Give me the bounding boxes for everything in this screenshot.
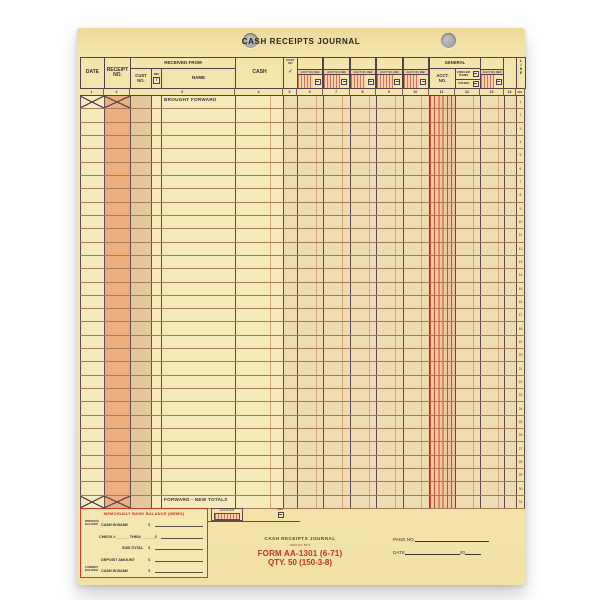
journal-row [80, 469, 525, 482]
line-letter: N [519, 66, 523, 71]
header-acct-no-ref [403, 57, 429, 89]
journal-row [80, 109, 525, 122]
memo-blank-line [155, 557, 203, 562]
acct-no-hatched-cell [404, 75, 419, 88]
line-number: 8 [519, 193, 522, 198]
header-received-from: RECEIVED FROM [130, 57, 236, 69]
acct-no-ref-microtext: ACCT NO. REF [298, 69, 322, 75]
acct-no-hatched-cell [298, 75, 313, 88]
header-cash: CASH [235, 57, 284, 89]
journal-row [80, 203, 525, 216]
journal-row [80, 456, 525, 469]
ref-checkbox-slot [471, 81, 480, 87]
acct-entry-area [377, 75, 401, 88]
line-number: 16 [518, 299, 523, 304]
acct-entry-area [404, 75, 428, 88]
journal-row [80, 189, 525, 202]
ref-checkbox-slot [393, 79, 402, 85]
ref-checkbox-icon [315, 79, 321, 85]
account-ref-strip [208, 508, 300, 522]
column-number: 7 [323, 88, 349, 96]
line-number: 4 [519, 140, 522, 145]
column-number: 5 [283, 88, 297, 96]
ref-checkbox-slot [419, 79, 428, 85]
header-circled-items-other [455, 68, 481, 89]
memo-row [81, 562, 207, 573]
header-general-acct-no: ACCT. NO. [429, 68, 456, 89]
journal-row [80, 136, 525, 149]
crossed-out-date-cell [80, 96, 104, 108]
memo-label: CHECK # ______ THRU: ______ [99, 533, 155, 539]
memo-row [81, 550, 207, 561]
memo-blank-line [155, 545, 203, 550]
journal-row [80, 429, 525, 442]
column-number: 4 [235, 88, 283, 96]
journal-row [80, 163, 525, 176]
column-number: 3 [130, 88, 235, 96]
other-label: OTHER [458, 81, 469, 86]
currency-symbol: $ [154, 533, 157, 539]
acct-no-hatched-cell [377, 75, 392, 88]
line-number: 27 [518, 446, 523, 451]
ref-checkbox-slot [494, 79, 503, 85]
ref-t-checkbox: T [153, 77, 160, 84]
footer-form-no: FORM AA-1301 (6-71) [257, 549, 343, 558]
journal-row [80, 176, 525, 189]
line-number: 5 [519, 153, 522, 158]
line-number: 24 [518, 406, 523, 411]
date-field [393, 549, 481, 555]
header-acct-no-ref [376, 57, 402, 89]
line-number: 18 [518, 326, 523, 331]
line-number: 25 [518, 419, 523, 424]
journal-row [80, 362, 525, 375]
line-number: 6 [519, 166, 522, 171]
acct-no-ref-microtext: ACCT NO. REF [482, 69, 502, 74]
line-number: 11 [518, 233, 523, 238]
year-prefix: 20 [459, 550, 466, 555]
column-number: 8 [350, 88, 376, 96]
journal-row [80, 336, 525, 349]
line-letter: I [520, 62, 522, 67]
header-posted-label: POST ED [286, 58, 295, 66]
journal-row [80, 256, 525, 269]
line-letter: L [519, 59, 523, 63]
line-number: 28 [518, 459, 523, 464]
ref-checkbox-icon [473, 71, 479, 77]
account-label: ACCOUNT [219, 508, 235, 512]
line-number: 29 [518, 473, 523, 478]
memo-label: CASH IN BANK [101, 567, 129, 573]
currency-symbol: $ [148, 567, 151, 573]
header-acct-no-ref [297, 57, 323, 89]
account-box [211, 508, 243, 521]
journal-row [80, 389, 525, 402]
line-no-label: NO. [516, 88, 525, 96]
page-no-field [393, 536, 489, 542]
line-number: 1 [519, 100, 522, 105]
acct-no-ref-microtext: ACCT NO. REF [377, 69, 401, 75]
line-number: 3 [519, 126, 522, 131]
column-number: 10 [403, 88, 429, 96]
ref-label: REF [277, 507, 284, 511]
column-number: 11 [429, 88, 455, 96]
line-number: 9 [519, 206, 522, 211]
account-entry-cells [214, 513, 240, 520]
journal-row [80, 149, 525, 162]
header-name: NAME [161, 68, 236, 89]
forward-new-totals-label: FORWARD - NEW TOTALS [164, 496, 228, 502]
line-letter: E [519, 70, 523, 75]
acct-entry-area [351, 75, 375, 88]
memo-blank-line [155, 522, 203, 527]
line-number: 2 [519, 113, 522, 118]
ref-checkbox-slot [366, 79, 375, 85]
line-number: 12 [518, 246, 523, 251]
paper-form-sheet [77, 28, 525, 585]
line-number: 10 [518, 220, 523, 225]
crossed-out-receipt-cell [104, 96, 130, 108]
bank-balance-memo-box [80, 508, 208, 578]
line-number: 23 [518, 393, 523, 398]
crossed-out-date-cell [80, 496, 104, 508]
memo-title: MEMO/DAILY BANK BALANCE (MEMO) [103, 511, 185, 516]
acct-entry-area [481, 75, 503, 88]
column-number: 9 [376, 88, 402, 96]
date-blank-line [405, 549, 460, 555]
acct-entry-area [324, 75, 348, 88]
memo-small-label: CURRENT BALANCE [85, 566, 99, 572]
form-title: CASH RECEIPTS JOURNAL [241, 37, 361, 46]
other-cell [456, 79, 480, 89]
column-number: 13 [480, 88, 504, 96]
journal-row [80, 322, 525, 335]
footer-center [217, 536, 383, 567]
journal-row [80, 269, 525, 282]
journal-row [80, 243, 525, 256]
line-number: 22 [518, 379, 523, 384]
memo-blank-line [155, 568, 203, 573]
header-receipt-no: RECEIPT NO. [104, 57, 131, 89]
acct-no-ref-microtext: ACCT NO. REF [324, 69, 348, 75]
line-number: 21 [518, 366, 523, 371]
ref-checkbox-slot [340, 79, 349, 85]
crossed-out-receipt-cell [104, 496, 130, 508]
journal-row [80, 482, 525, 495]
journal-row [80, 296, 525, 309]
year-blank-line [465, 549, 481, 555]
header-general: GENERAL [429, 57, 481, 69]
journal-row [80, 496, 525, 509]
circled-items-cell [456, 69, 480, 79]
memo-blank-line [161, 534, 203, 539]
column-number: 6 [297, 88, 323, 96]
currency-symbol: $ [148, 556, 151, 562]
page-no-label: PAGE NO. [393, 537, 415, 542]
journal-row [80, 283, 525, 296]
memo-rows [81, 516, 207, 573]
ref-checkbox-icon [394, 79, 400, 85]
ref-checkbox-slot [313, 79, 322, 85]
journal-row [80, 442, 525, 455]
acct-no-ref-microtext: ACCT NO. REF [351, 69, 375, 75]
date-label: DATE [393, 550, 405, 555]
header-cust-no: CUST NO. [130, 68, 152, 89]
journal-row [80, 416, 525, 429]
circled-items-label: CIRCLED ITEMS [456, 69, 471, 77]
currency-symbol: $ [148, 522, 151, 528]
checkmark-icon: ✓ [287, 69, 294, 76]
journal-row [80, 376, 525, 389]
memo-row [81, 527, 207, 538]
memo-label: DEPOSIT AMOUNT [101, 556, 135, 562]
line-number: 20 [518, 353, 523, 358]
ref-checkbox-icon [420, 79, 426, 85]
column-number-row [77, 88, 525, 96]
ref-checkbox-icon [368, 79, 374, 85]
header-date: DATE [80, 57, 105, 89]
journal-row [80, 229, 525, 242]
ref-checkbox-icon [496, 79, 502, 85]
header-column-14 [503, 57, 517, 89]
brought-forward-label: BROUGHT FORWARD [164, 97, 217, 102]
ref-checkbox-icon [278, 512, 284, 518]
footer-journal-name: CASH RECEIPTS JOURNAL [264, 536, 336, 541]
header-acct-no-ref [323, 57, 349, 89]
acct-entry-area [298, 75, 322, 88]
column-number: 2 [104, 88, 130, 96]
header-posted [283, 57, 298, 89]
page-no-blank-line [415, 536, 489, 542]
ref-checkbox-slot [471, 71, 480, 77]
line-number: 31 [518, 499, 523, 504]
line-number: 19 [518, 339, 523, 344]
column-number: 1 [80, 88, 104, 96]
memo-label: SUB TOTAL [121, 545, 143, 551]
line-number: 7 [519, 180, 522, 185]
footer-item-no: ITEM NO. 8074 [289, 543, 311, 547]
line-number: 15 [518, 286, 523, 291]
header-line [516, 57, 526, 89]
journal-row [80, 402, 525, 415]
journal-row [80, 123, 525, 136]
line-number: 17 [518, 313, 523, 318]
memo-label: CASH IN BANK [101, 522, 129, 528]
memo-row [81, 539, 207, 550]
header-acct-no-ref [480, 57, 504, 89]
journal-row [80, 349, 525, 362]
header-acct-no-ref [350, 57, 376, 89]
column-number: 14 [504, 88, 516, 96]
journal-row [80, 96, 525, 109]
line-number: 30 [518, 486, 523, 491]
footer-qty: QTY. 50 (150-3-8) [267, 558, 333, 567]
currency-symbol: $ [148, 545, 151, 551]
column-number: 12 [455, 88, 480, 96]
acct-no-hatched-cell [351, 75, 366, 88]
grid-rows [77, 96, 525, 509]
memo-row [81, 516, 207, 527]
ref-checkbox-icon [473, 81, 479, 87]
acct-no-hatched-cell [324, 75, 339, 88]
journal-grid [77, 96, 525, 509]
header-ref-label: REF [153, 72, 160, 77]
ref-box [274, 508, 287, 521]
acct-no-ref-microtext: ACCT NO. REF [404, 69, 428, 75]
journal-row [80, 309, 525, 322]
acct-no-hatched-cell [481, 75, 494, 88]
ref-checkbox-icon [341, 79, 347, 85]
memo-small-label: PREVIOUS BALANCE [85, 520, 99, 527]
journal-row [80, 216, 525, 229]
line-number: 26 [518, 433, 523, 438]
line-number: 13 [518, 260, 523, 265]
line-number: 14 [518, 273, 523, 278]
